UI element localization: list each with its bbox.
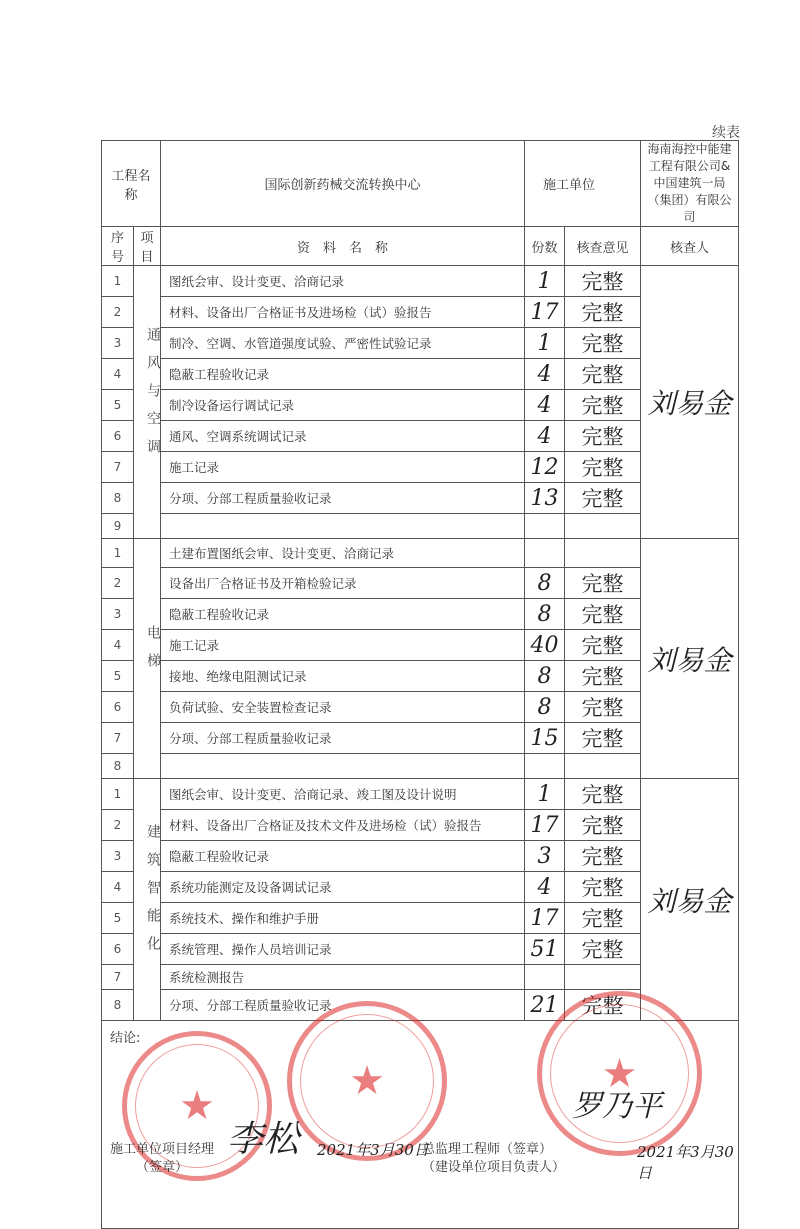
- row-number: 1: [102, 779, 134, 810]
- row-number: 4: [102, 359, 134, 390]
- section-name: [134, 779, 161, 1021]
- table-row: [102, 266, 739, 297]
- row-number: 2: [102, 568, 134, 599]
- opinion-value: 完整: [565, 599, 641, 630]
- copies-value: [525, 539, 565, 568]
- copies-value: 4: [525, 390, 565, 421]
- row-number: 4: [102, 630, 134, 661]
- opinion-value: 完整: [565, 483, 641, 514]
- row-number: 2: [102, 810, 134, 841]
- row-number: 5: [102, 661, 134, 692]
- material-name: 隐蔽工程验收记录: [161, 599, 525, 630]
- material-name: 系统管理、操作人员培训记录: [161, 934, 525, 965]
- opinion-value: [565, 965, 641, 990]
- copies-value: 1: [525, 266, 565, 297]
- material-name: 设备出厂合格证书及开箱检验记录: [161, 568, 525, 599]
- material-name: 通风、空调系统调试记录: [161, 421, 525, 452]
- supervisor-seal: ★: [537, 991, 702, 1156]
- contractor-label: 施工单位: [525, 141, 641, 227]
- supervisor-signature: 罗乃平: [572, 1089, 662, 1124]
- row-number: 1: [102, 266, 134, 297]
- material-name: 施工记录: [161, 630, 525, 661]
- opinion-value: [565, 514, 641, 539]
- opinion-value: 完整: [565, 934, 641, 965]
- copies-value: 51: [525, 934, 565, 965]
- col-item: 项目: [134, 227, 161, 266]
- opinion-value: 完整: [565, 297, 641, 328]
- copies-value: 1: [525, 328, 565, 359]
- row-number: 8: [102, 483, 134, 514]
- project-name: 国际创新药械交流转换中心: [161, 141, 525, 227]
- material-name: 隐蔽工程验收记录: [161, 359, 525, 390]
- section-name: [134, 539, 161, 779]
- copies-value: 12: [525, 452, 565, 483]
- material-name: 分项、分部工程质量验收记录: [161, 723, 525, 754]
- material-name: 材料、设备出厂合格证及技术文件及进场检（试）验报告: [161, 810, 525, 841]
- row-number: 8: [102, 990, 134, 1021]
- opinion-value: 完整: [565, 421, 641, 452]
- row-number: 9: [102, 514, 134, 539]
- copies-value: 40: [525, 630, 565, 661]
- contractor: 海南海控中能建工程有限公司&中国建筑一局（集团）有限公司: [641, 141, 739, 227]
- checker-signature: 刘易金: [641, 266, 739, 539]
- row-number: 4: [102, 872, 134, 903]
- copies-value: 13: [525, 483, 565, 514]
- material-name: [161, 754, 525, 779]
- copies-value: 8: [525, 692, 565, 723]
- supervisor-label-line2: （建设单位项目负责人）: [422, 1160, 566, 1175]
- row-number: 1: [102, 539, 134, 568]
- pm-label-line2: （签章）: [136, 1160, 189, 1175]
- table-row: [102, 539, 739, 568]
- col-opinion: 核查意见: [565, 227, 641, 266]
- row-number: 8: [102, 754, 134, 779]
- conclusion-label: 结论:: [110, 1031, 141, 1046]
- opinion-value: 完整: [565, 692, 641, 723]
- table-row: [102, 779, 739, 810]
- material-name: 制冷设备运行调试记录: [161, 390, 525, 421]
- copies-value: 4: [525, 872, 565, 903]
- col-seq: 序号: [102, 227, 134, 266]
- copies-value: [525, 965, 565, 990]
- material-name: 负荷试验、安全装置检查记录: [161, 692, 525, 723]
- row-number: 6: [102, 692, 134, 723]
- opinion-value: 完整: [565, 568, 641, 599]
- material-name: 系统技术、操作和维护手册: [161, 903, 525, 934]
- copies-value: 21: [525, 990, 565, 1021]
- copies-value: 8: [525, 568, 565, 599]
- pm-date: 2021年3月30日: [317, 1141, 429, 1159]
- conclusion-cell: [102, 1021, 739, 1229]
- col-copies: 份数: [525, 227, 565, 266]
- opinion-value: 完整: [565, 359, 641, 390]
- opinion-value: 完整: [565, 990, 641, 1021]
- opinion-value: 完整: [565, 452, 641, 483]
- opinion-value: [565, 539, 641, 568]
- material-name: 图纸会审、设计变更、洽商记录: [161, 266, 525, 297]
- row-number: 6: [102, 421, 134, 452]
- row-number: 7: [102, 723, 134, 754]
- copies-value: 8: [525, 599, 565, 630]
- contractor-seal-2: ★: [287, 1001, 447, 1161]
- copies-value: 3: [525, 841, 565, 872]
- supervisor-label-line1: 总监理工程师（签章）: [422, 1142, 553, 1157]
- opinion-value: 完整: [565, 903, 641, 934]
- material-name: 隐蔽工程验收记录: [161, 841, 525, 872]
- opinion-value: 完整: [565, 266, 641, 297]
- checker-signature: 刘易金: [641, 539, 739, 779]
- copies-value: 17: [525, 297, 565, 328]
- material-name: [161, 514, 525, 539]
- pm-label: [110, 1141, 214, 1177]
- material-name: 分项、分部工程质量验收记录: [161, 483, 525, 514]
- row-number: 7: [102, 965, 134, 990]
- material-name: 系统功能测定及设备调试记录: [161, 872, 525, 903]
- opinion-value: 完整: [565, 723, 641, 754]
- material-name: 分项、分部工程质量验收记录: [161, 990, 525, 1021]
- checker-signature: 刘易金: [641, 779, 739, 1021]
- copies-value: [525, 514, 565, 539]
- opinion-value: [565, 754, 641, 779]
- row-number: 2: [102, 297, 134, 328]
- supervisor-label: [422, 1141, 565, 1177]
- material-name: 材料、设备出厂合格证书及进场检（试）验报告: [161, 297, 525, 328]
- opinion-value: 完整: [565, 779, 641, 810]
- material-name: 制冷、空调、水管道强度试验、严密性试验记录: [161, 328, 525, 359]
- material-name: 图纸会审、设计变更、洽商记录、竣工图及设计说明: [161, 779, 525, 810]
- opinion-value: 完整: [565, 390, 641, 421]
- pm-label-line1: 施工单位项目经理: [110, 1142, 215, 1157]
- opinion-value: 完整: [565, 630, 641, 661]
- row-number: 5: [102, 390, 134, 421]
- copies-value: 1: [525, 779, 565, 810]
- section-name: [134, 266, 161, 539]
- copies-value: 8: [525, 661, 565, 692]
- opinion-value: 完整: [565, 661, 641, 692]
- col-material-name: 资 料 名 称: [161, 227, 525, 266]
- opinion-value: 完整: [565, 810, 641, 841]
- material-name: 施工记录: [161, 452, 525, 483]
- copies-value: [525, 754, 565, 779]
- row-number: 7: [102, 452, 134, 483]
- records-check-table: [101, 140, 739, 1229]
- row-number: 3: [102, 841, 134, 872]
- pm-signature: 李松: [227, 1119, 300, 1160]
- copies-value: 17: [525, 903, 565, 934]
- section-name-text: 电梯: [145, 625, 161, 681]
- section-name-text: 通风与空调: [145, 326, 161, 467]
- section-name-text: 建筑智能化: [145, 824, 161, 964]
- copies-value: 17: [525, 810, 565, 841]
- supervisor-date: 2021年3月30日: [637, 1143, 734, 1182]
- contractor-seal: ★: [122, 1031, 272, 1181]
- continuation-label: 续表: [712, 125, 740, 141]
- copies-value: 4: [525, 421, 565, 452]
- copies-value: 4: [525, 359, 565, 390]
- copies-value: 15: [525, 723, 565, 754]
- col-checker: 核查人: [641, 227, 739, 266]
- material-name: 系统检测报告: [161, 965, 525, 990]
- opinion-value: 完整: [565, 328, 641, 359]
- row-number: 6: [102, 934, 134, 965]
- row-number: 3: [102, 328, 134, 359]
- material-name: 土建布置图纸会审、设计变更、洽商记录: [161, 539, 525, 568]
- opinion-value: 完整: [565, 841, 641, 872]
- row-number: 5: [102, 903, 134, 934]
- row-number: 3: [102, 599, 134, 630]
- project-name-label: 工程名称: [102, 141, 161, 227]
- opinion-value: 完整: [565, 872, 641, 903]
- material-name: 接地、绝缘电阻测试记录: [161, 661, 525, 692]
